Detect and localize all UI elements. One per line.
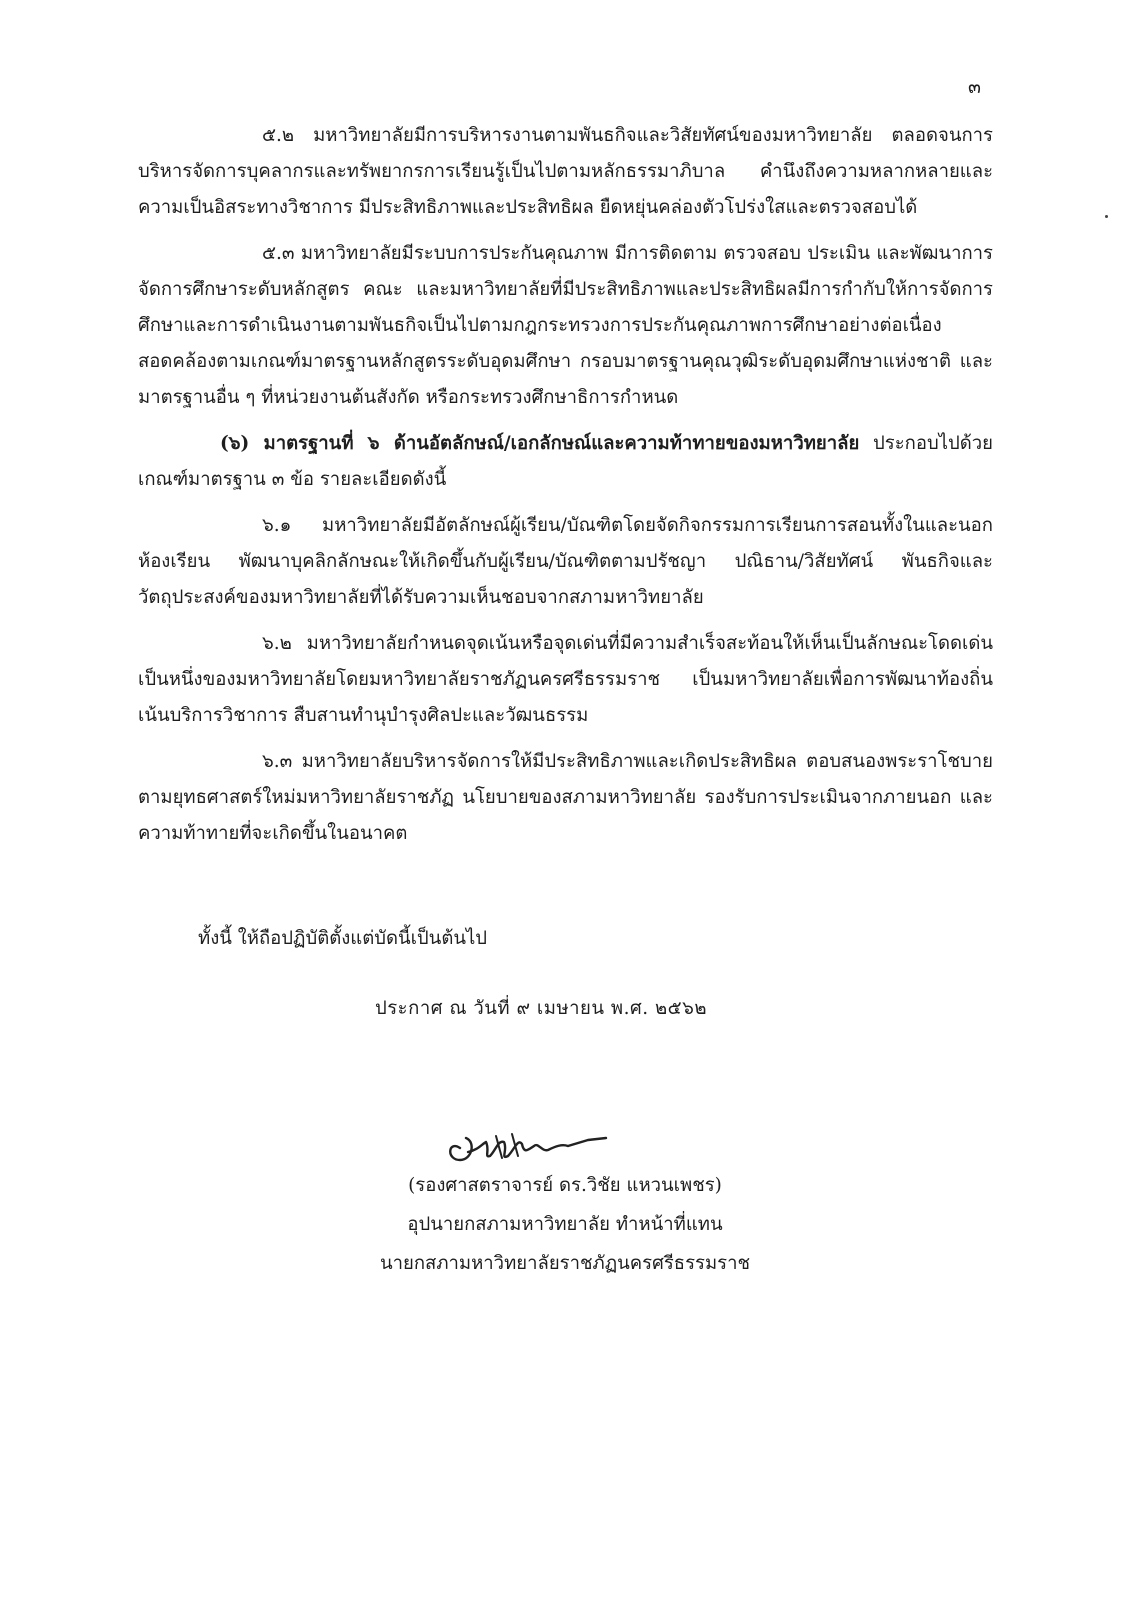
closing-statement: ทั้งนี้ ให้ถือปฏิบัติตั้งแต่บัดนี้เป็นต้นไป [198,928,488,949]
signatory-name: (รองศาสตราจารย์ ดร.วิชัย แหวนเพชร) [408,1175,722,1196]
signatory-position-1: อุปนายกสภามหาวิทยาลัย ทำหน้าที่แทน [407,1214,723,1235]
scan-dot [1105,215,1108,218]
handwritten-signature [438,1120,638,1170]
paragraph-6-3: ๖.๓ มหาวิทยาลัยบริหารจัดการให้มีประสิทธิภาพและเกิดประสิทธิผล ตอบสนองพระราโชบายตามยุทธศาสตร์ใหม่มหาวิทยาลัยราชภัฏ นโยบายของสภามหาวิทยาลัย รองรับการประเมินจากภายนอก และความท้าทายที่จะเกิดขึ้นในอนาคต [138,751,993,844]
standard-6-text: ประกอบไปด้วยเกณฑ์มาตรฐาน ๓ ข้อ รายละเอียดดังนี้ [138,433,994,490]
document-body [138,118,993,862]
standard-6-heading-paragraph [138,426,993,498]
paragraph-6-2: ๖.๒ มหาวิทยาลัยกำหนดจุดเน้นหรือจุดเด่นที่มีความสำเร็จสะท้อนให้เห็นเป็นลักษณะโดดเด่นเป็นหนึ่งของมหาวิทยาลัยโดยมหาวิทยาลัยราชภัฏนครศรีธรรมราช เป็นมหาวิทยาลัยเพื่อการพัฒนาท้องถิ่น เน้นบริการวิชาการ สืบสานทำนุบำรุงศิลปะและวัฒนธรรม [138,633,993,726]
paragraph-5-3: ๕.๓ มหาวิทยาลัยมีระบบการประกันคุณภาพ มีการติดตาม ตรวจสอบ ประเมิน และพัฒนาการจัดการศึกษาระดับหลักสูตร คณะ และมหาวิทยาลัยที่มีประสิทธิภาพและประสิทธิผลมีการกำกับให้การจัดการศึกษาและการดำเนินงานตามพันธกิจเป็นไปตามกฎกระทรวงการประกันคุณภาพการศึกษาอย่างต่อเนื่อง สอดคล้องตามเกณฑ์มาตรฐานหลักสูตรระดับอุดมศึกษา กรอบมาตรฐานคุณวุฒิระดับอุดมศึกษาแห่งชาติ และมาตรฐานอื่น ๆ ที่หน่วยงานต้นสังกัด หรือกระทรวงศึกษาธิการกำหนด [138,243,993,408]
signatory-position-2: นายกสภามหาวิทยาลัยราชภัฏนครศรีธรรมราช [379,1253,751,1274]
announcement-date: ประกาศ ณ วันที่ ๙ เมษายน พ.ศ. ๒๕๖๒ [375,998,708,1019]
paragraph-6-1: ๖.๑ มหาวิทยาลัยมีอัตลักษณ์ผู้เรียน/บัณฑิตโดยจัดกิจกรรมการเรียนการสอนทั้งในและนอกห้องเรียน พัฒนาบุคลิกลักษณะให้เกิดขึ้นกับผู้เรียน/บัณฑิตตามปรัชญา ปณิธาน/วิสัยทัศน์ พันธกิจและวัตถุประสงค์ของมหาวิทยาลัยที่ได้รับความเห็นชอบจากสภามหาวิทยาลัย [138,515,993,608]
standard-6-heading: (๖) มาตรฐานที่ ๖ ด้านอัตลักษณ์/เอกลักษณ์และความท้าทายของมหาวิทยาลัย [220,433,860,454]
page-number: ๓ [968,76,981,98]
signature-block [300,1166,830,1283]
paragraph-5-2: ๕.๒ มหาวิทยาลัยมีการบริหารงานตามพันธกิจและวิสัยทัศน์ของมหาวิทยาลัย ตลอดจนการบริหารจัดการบุคลากรและทรัพยากรการเรียนรู้เป็นไปตามหลักธรรมาภิบาล คำนึงถึงความหลากหลายและความเป็นอิสระทางวิชาการ มีประสิทธิภาพและประสิทธิผล ยืดหยุ่นคล่องตัวโปร่งใสและตรวจสอบได้ [138,125,993,218]
